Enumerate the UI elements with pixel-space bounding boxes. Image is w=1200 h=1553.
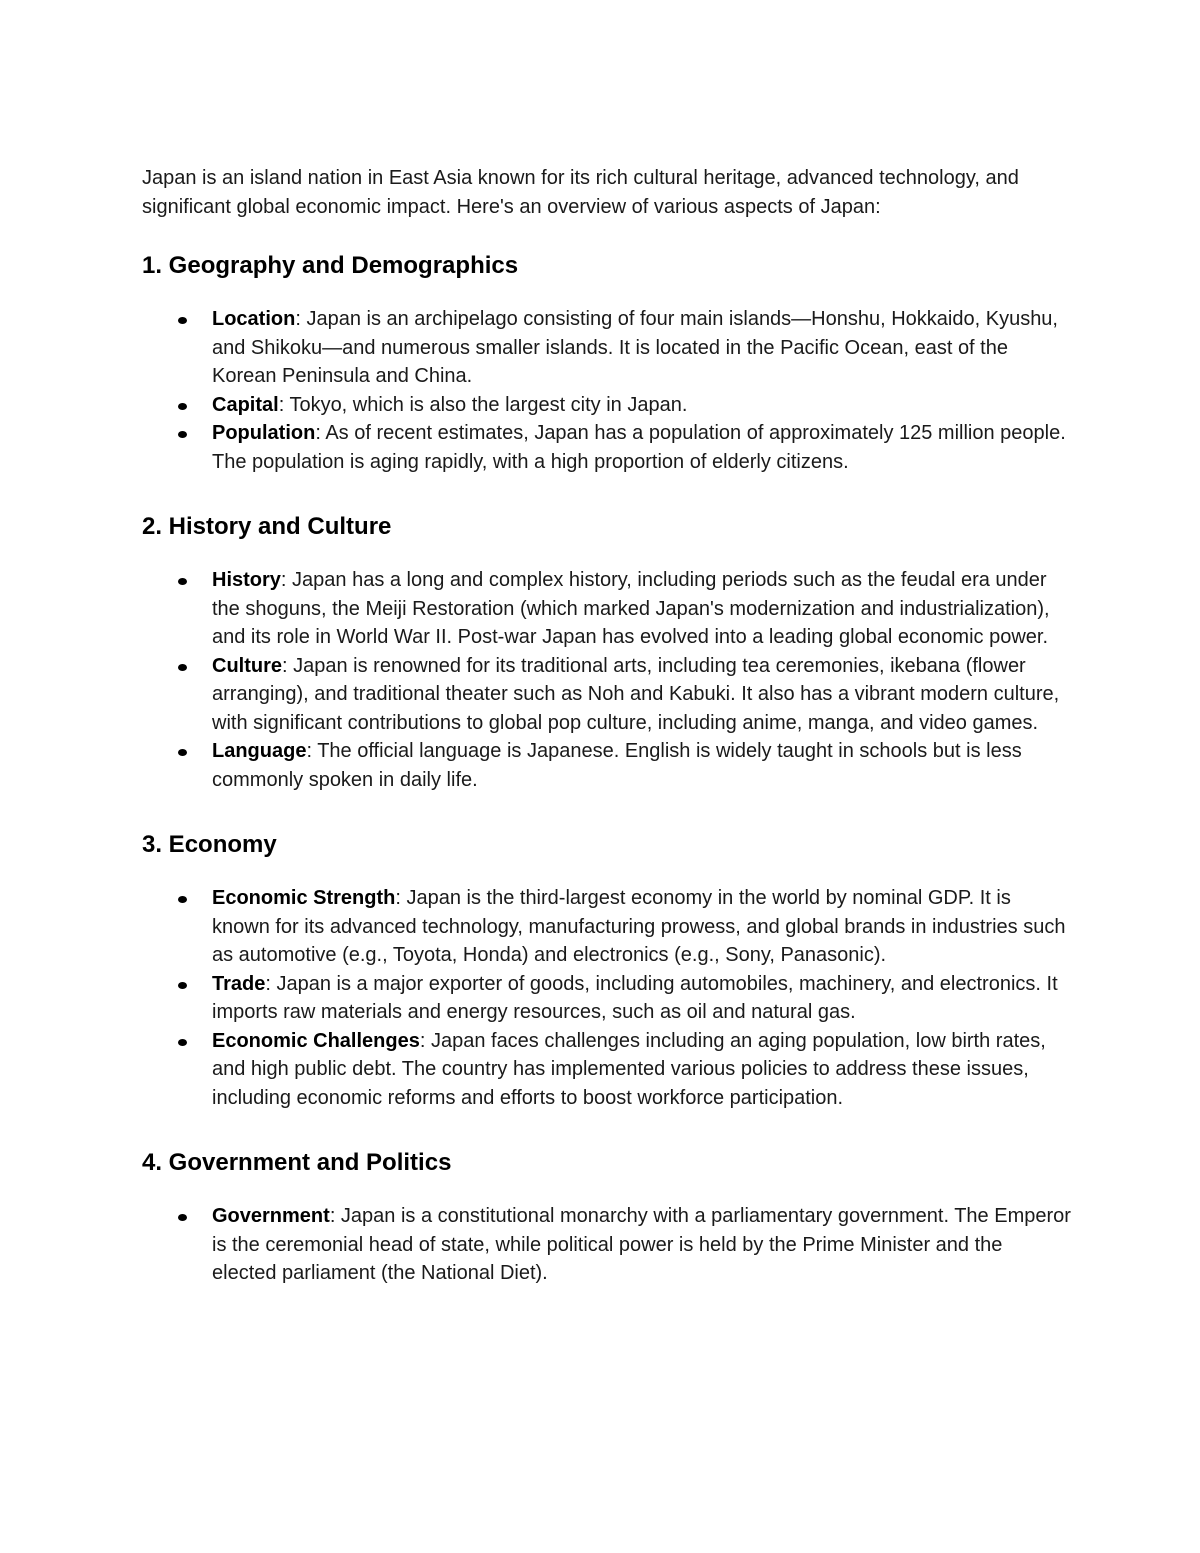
- list-item: [212, 652, 1072, 738]
- bullet-icon: [178, 749, 187, 756]
- term-label: Government: [212, 1205, 330, 1227]
- term-label: Economic Strength: [212, 887, 396, 909]
- bullet-icon: [178, 664, 187, 671]
- term-label: Capital: [212, 393, 279, 416]
- term-label: History: [212, 569, 281, 591]
- list-item: [212, 305, 1072, 391]
- section-heading-economy: 3. Economy: [142, 831, 277, 858]
- bullet-icon: [178, 403, 187, 410]
- item-text: : As of recent estimates, Japan has a population of approximately 125 million people. The population is aging rapidly, with a high proportion of elderly citizens.: [212, 422, 1066, 473]
- item-text: : Japan is a major exporter of goods, including automobiles, machinery, and electronics. It imports raw materials and energy resources, such as oil and natural gas.: [212, 972, 1058, 1023]
- section-heading-government: 4. Government and Politics: [142, 1149, 452, 1176]
- bullet-icon: [178, 317, 187, 324]
- list-item: [212, 566, 1072, 652]
- bullet-icon: [178, 896, 187, 903]
- item-text: : Japan has a long and complex history, including periods such as the feudal era under the shoguns, the Meiji Restoration (which marked Japan's modernization and industrialization), and its role in World War II. Post-war Japan has evolved into a leading global economic power.: [212, 569, 1050, 648]
- list-item: [212, 884, 1072, 970]
- item-text: : Japan is an archipelago consisting of four main islands—Honshu, Hokkaido, Kyushu, and Shikoku—and numerous smaller islands. It is located in the Pacific Ocean, east of the Korean Peninsula and China.: [212, 308, 1058, 387]
- term-label: Trade: [212, 972, 266, 995]
- bullet-icon: [178, 431, 187, 438]
- item-text: : The official language is Japanese. English is widely taught in schools but is less commonly spoken in daily life.: [212, 740, 1022, 791]
- item-text: : Japan faces challenges including an aging population, low birth rates, and high public debt. The country has implemented various policies to address these issues, including economic reforms and efforts to boost workforce participation.: [212, 1029, 1046, 1109]
- bullet-icon: [178, 1039, 187, 1046]
- document-page: [142, 164, 1072, 1324]
- section-heading-geography: 1. Geography and Demographics: [142, 252, 519, 279]
- term-label: Population: [212, 422, 316, 444]
- bullet-icon: [178, 982, 187, 989]
- government-list: [142, 1202, 1072, 1288]
- term-label: Culture: [212, 654, 282, 677]
- bullet-icon: [178, 1214, 187, 1221]
- list-item: [212, 737, 1072, 794]
- history-list: [142, 566, 1072, 794]
- term-label: Location: [212, 308, 296, 330]
- item-text: : Tokyo, which is also the largest city in Japan.: [278, 393, 688, 416]
- list-item: [212, 419, 1072, 476]
- item-text: : Japan is a constitutional monarchy with a parliamentary government. The Emperor is the ceremonial head of state, while political power is held by the Prime Minister and the elected parliament (the National Diet).: [212, 1205, 1071, 1284]
- intro-paragraph: Japan is an island nation in East Asia known for its rich cultural heritage, advanced technology, and significant global economic impact. Here's an overview of various aspects of Japan:: [142, 167, 1019, 218]
- section-heading-history: 2. History and Culture: [142, 513, 392, 540]
- bullet-icon: [178, 578, 187, 585]
- term-label: Language: [212, 740, 307, 762]
- geography-list: [142, 305, 1072, 476]
- term-label: Economic Challenges: [212, 1029, 420, 1052]
- list-item: [212, 1027, 1072, 1113]
- item-text: : Japan is renowned for its traditional arts, including tea ceremonies, ikebana (flower arranging), and traditional theater such as Noh and Kabuki. It also has a vibrant modern culture, with significant contributions to global pop culture, including anime, manga, and video games.: [212, 654, 1060, 734]
- list-item: [212, 391, 1072, 420]
- item-text: : Japan is the third-largest economy in the world by nominal GDP. It is known for its advanced technology, manufacturing prowess, and global brands in industries such as automotive (e.g., Toyota, Honda) and electronics (e.g., Sony, Panasonic).: [212, 887, 1066, 966]
- list-item: [212, 970, 1072, 1027]
- list-item: [212, 1202, 1072, 1288]
- economy-list: [142, 884, 1072, 1112]
